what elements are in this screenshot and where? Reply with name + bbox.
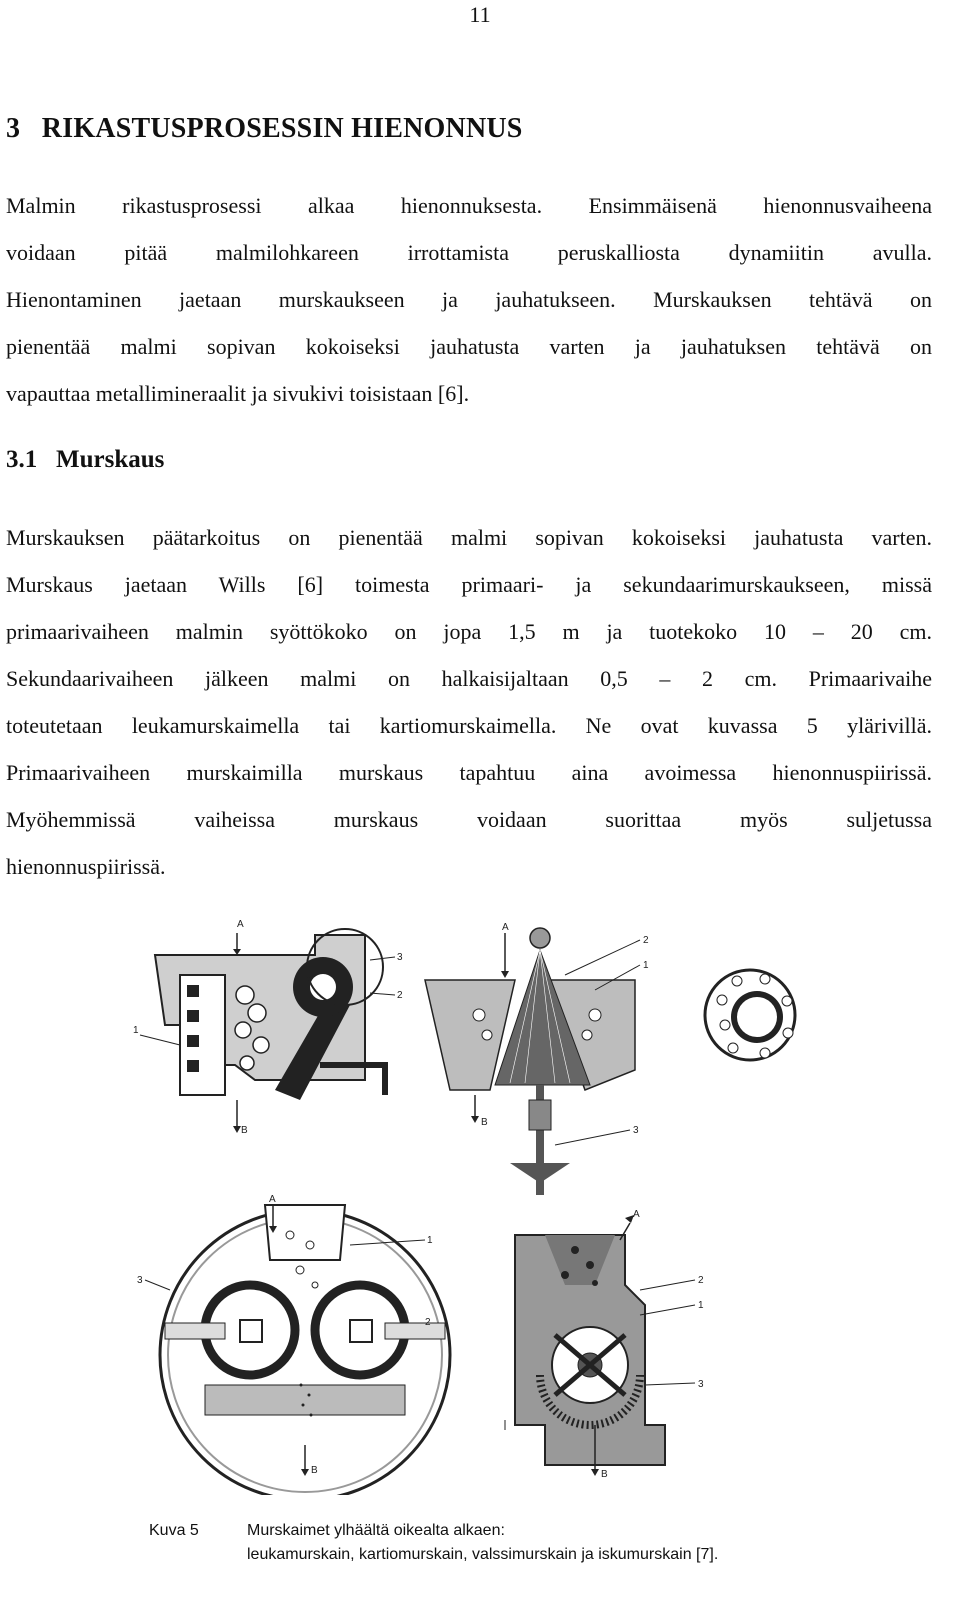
impact-label-3: 3 [698,1379,704,1390]
roll-crusher-illustration [137,1194,450,1495]
roll-label-b: B [311,1465,318,1476]
roll-label-2: 2 [425,1317,431,1328]
section-line: primaarivaiheen malmin syöttökoko on jopa 1,5 m ja tuotekoko 10 – 20 cm. [6,619,932,644]
cone-label-2: 2 [643,935,649,946]
roll-label-3: 3 [137,1275,143,1286]
section-line: toteutetaan leukamurskaimella tai kartiomurskaimella. Ne ovat kuvassa 5 ylärivillä. [6,713,932,738]
jaw-label-b: B [241,1125,248,1136]
section-paragraph [6,514,932,890]
intro-line: voidaan pitää malmilohkareen irrottamista peruskalliosta dynamiitin avulla. [6,240,932,265]
section-line: Murskaus jaetaan Wills [6] toimesta primaari- ja sekundaarimurskaukseen, missä [6,572,932,597]
jaw-crusher-illustration [133,919,403,1136]
caption-number: Kuva 5 [149,1522,199,1539]
jaw-label-a: A [237,919,244,930]
section-line: Sekundaarivaiheen jälkeen malmi on halkaisijaltaan 0,5 – 2 cm. Primaarivaihe [6,666,932,691]
section-line: Myöhemmissä vaiheissa murskaus voidaan suorittaa myös suljetussa [6,807,932,832]
jaw-label-2: 2 [397,990,403,1001]
cone-label-b: B [481,1117,488,1128]
crushers-figure [125,905,825,1495]
cone-detail-illustration [705,970,795,1060]
page-number: 11 [469,2,491,27]
section-line: Primaarivaiheen murskaimilla murskaus tapahtuu aina avoimessa hienonnuspiirissä. [6,760,932,785]
intro-line: Hienontaminen jaetaan murskaukseen ja jauhatukseen. Murskauksen tehtävä on [6,287,932,312]
section-title: 3.1 Murskaus [6,446,165,473]
impact-label-2: 2 [698,1275,704,1286]
intro-paragraph [6,182,932,417]
cone-crusher-illustration [425,922,649,1195]
roll-label-a: A [269,1194,276,1205]
cone-label-3: 3 [633,1125,639,1136]
cone-label-1: 1 [643,960,649,971]
section-line: hienonnuspiirissä. [6,854,166,879]
chapter-title: 3 RIKASTUSPROSESSIN HIENONNUS [6,113,523,144]
jaw-label-1: 1 [133,1025,139,1036]
impact-label-1: 1 [698,1300,704,1311]
jaw-label-3: 3 [397,952,403,963]
roll-label-1: 1 [427,1235,433,1246]
impact-label-a: A [633,1209,640,1220]
caption-line: Murskaimet ylhäältä oikealta alkaen: [247,1522,505,1539]
cone-label-a: A [502,922,509,933]
impact-crusher-illustration [505,1209,704,1480]
intro-line: pienentää malmi sopivan kokoiseksi jauhatusta varten ja jauhatuksen tehtävä on [6,334,932,359]
intro-line: vapauttaa metallimineraalit ja sivukivi toisistaan [6]. [6,381,470,406]
section-line: Murskauksen päätarkoitus on pienentää malmi sopivan kokoiseksi jauhatusta varten. [6,525,932,550]
intro-line: Malmin rikastusprosessi alkaa hienonnuksesta. Ensimmäisenä hienonnusvaiheena [6,193,932,218]
caption-text [247,1519,718,1567]
caption-line: leukamurskain, kartiomurskain, valssimurskain ja iskumurskain [7]. [247,1546,719,1563]
impact-label-b: B [601,1469,608,1480]
